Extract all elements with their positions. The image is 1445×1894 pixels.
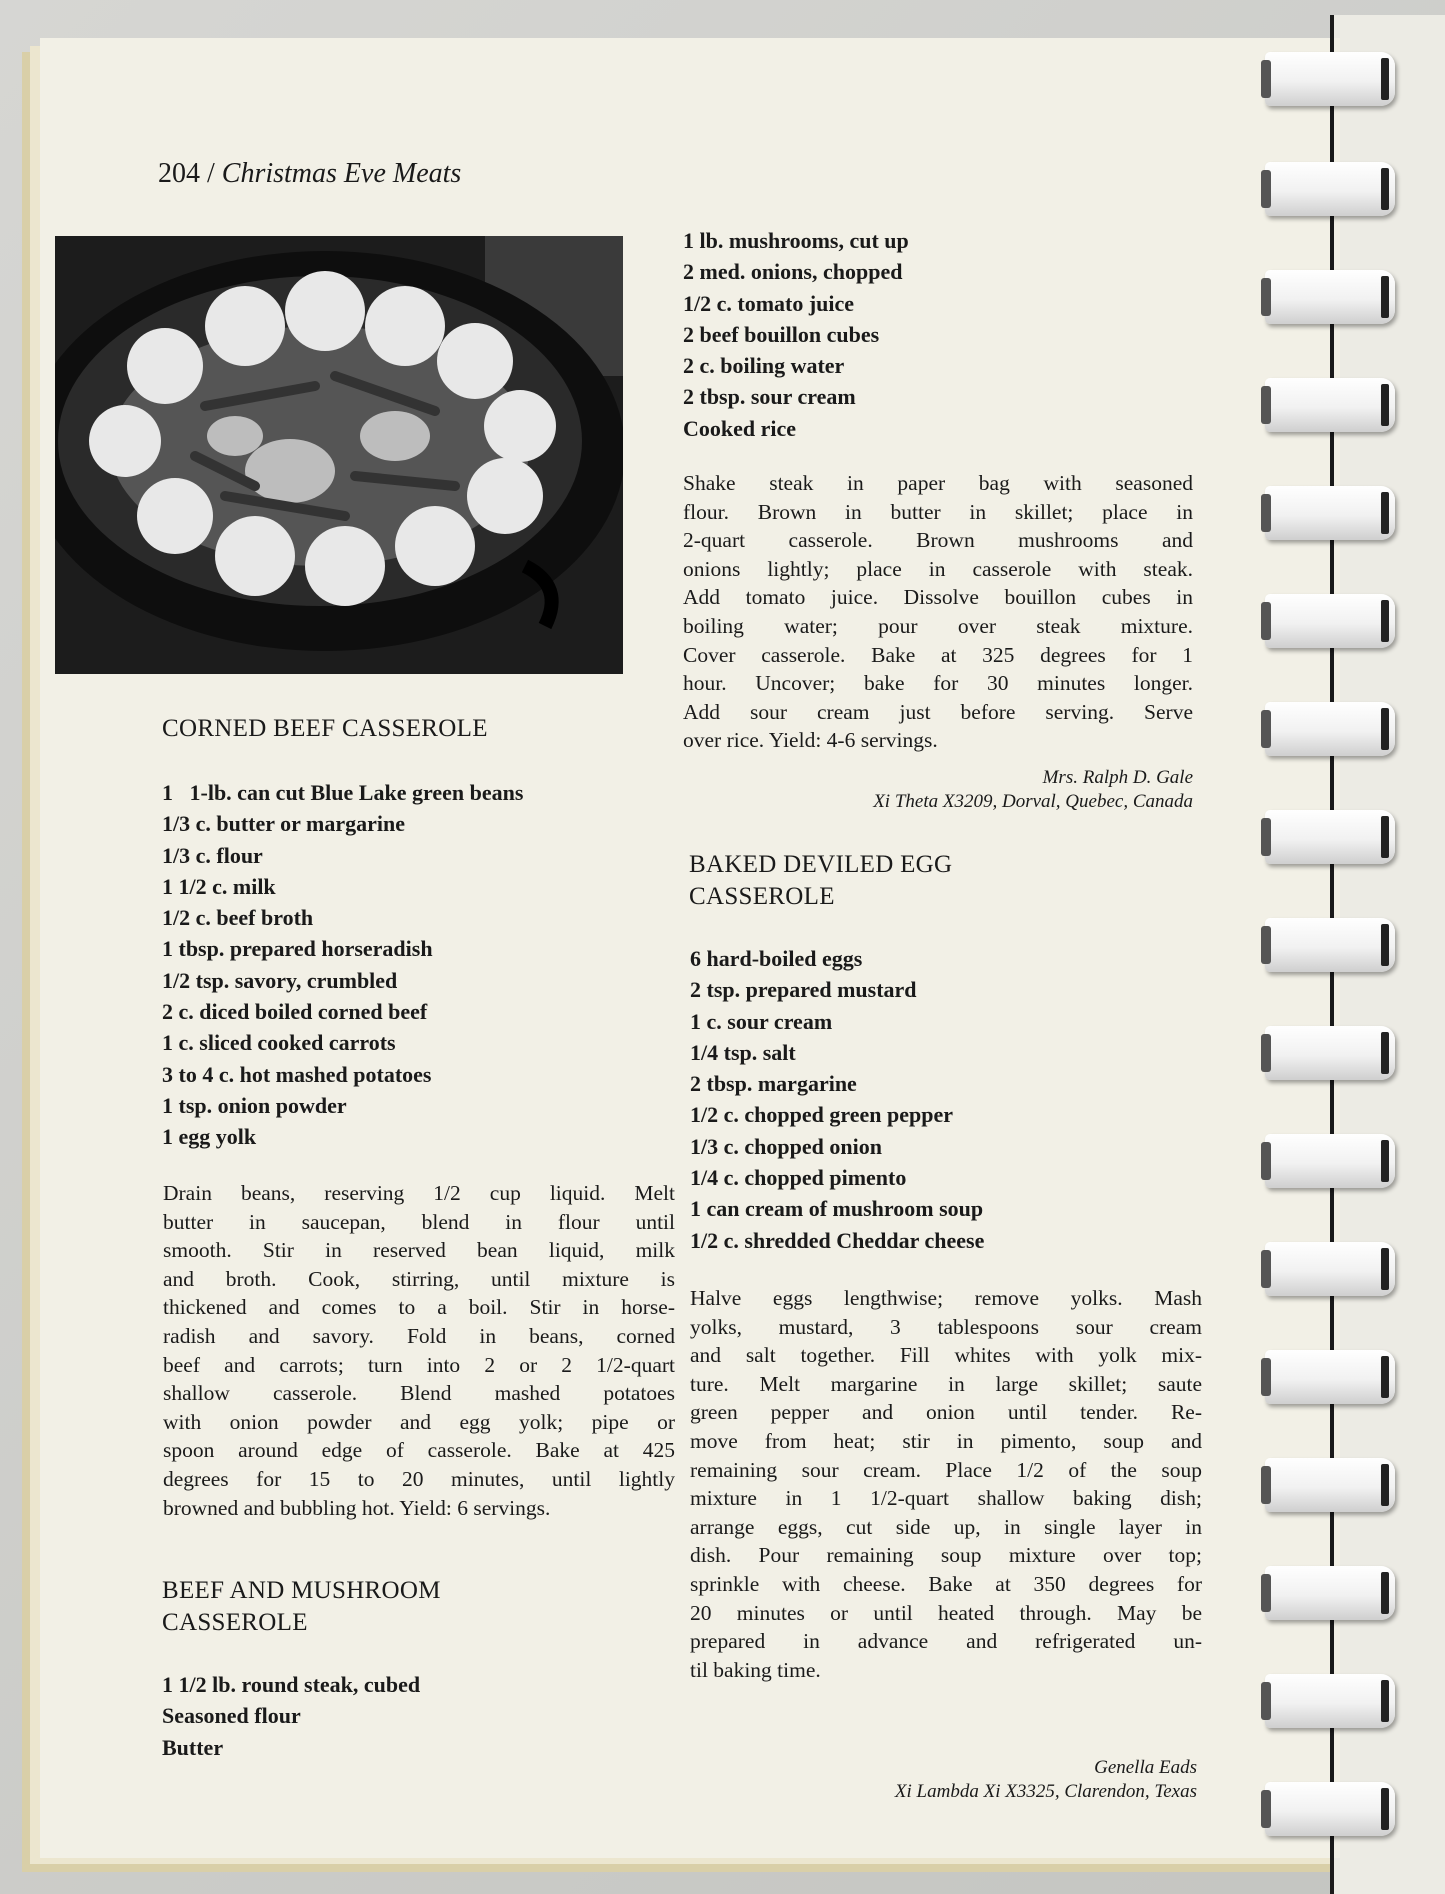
ingredient: Seasoned flour — [162, 1703, 301, 1729]
binding-ring — [1265, 810, 1395, 864]
binding-ring — [1265, 1350, 1395, 1404]
ingredients-deviled-egg — [690, 943, 984, 1256]
credit-name: Mrs. Ralph D. Gale — [1042, 767, 1193, 788]
ingredient: 1/3 c. butter or margarine — [162, 811, 405, 837]
direction-line: sprinkle with cheese. Bake at 350 degrees for — [690, 1571, 1202, 1596]
ingredient: 1/4 tsp. salt — [690, 1039, 796, 1065]
direction-line: smooth. Stir in reserved bean liquid, milk — [163, 1238, 675, 1263]
ingredient: 2 tbsp. margarine — [690, 1071, 857, 1097]
direction-line: Shake steak in paper bag with seasoned — [683, 471, 1193, 495]
ingredient: 1 1-lb. can cut Blue Lake green beans — [162, 780, 524, 805]
binding-ring — [1265, 1674, 1395, 1728]
ingredient: 2 beef bouillon cubes — [683, 321, 880, 347]
direction-line: spoon around edge of casserole. Bake at 425 — [163, 1438, 675, 1463]
direction-line: Halve eggs lengthwise; remove yolks. Mash — [690, 1286, 1202, 1310]
directions-beef-mushroom — [683, 469, 1193, 755]
ingredient: 1/2 c. beef broth — [162, 905, 314, 931]
direction-line: green pepper and onion until tender. Re- — [690, 1400, 1202, 1425]
credit-name: Genella Eads — [1094, 1757, 1197, 1778]
direction-line: 20 minutes or until heated through. May be — [690, 1600, 1202, 1625]
direction-line: butter in saucepan, blend in flour until — [163, 1209, 675, 1234]
binding-ring — [1265, 52, 1395, 106]
direction-line: remaining sour cream. Place 1/2 of the soup — [690, 1457, 1202, 1482]
ingredient: 2 med. onions, chopped — [683, 259, 903, 285]
direction-line: over rice. Yield: 4-6 servings. — [683, 728, 938, 753]
ingredient: 1 c. sour cream — [690, 1008, 833, 1034]
directions-deviled-egg — [690, 1284, 1202, 1684]
direction-line: radish and savory. Fold in beans, corned — [163, 1323, 675, 1348]
ingredients-corned-beef — [162, 777, 523, 1153]
direction-line: mixture in 1 1/2-quart shallow baking dish; — [690, 1486, 1202, 1511]
binding-ring — [1265, 378, 1395, 432]
direction-line: dish. Pour remaining soup mixture over top; — [690, 1543, 1202, 1568]
direction-line: boiling water; pour over steak mixture. — [683, 613, 1193, 638]
ingredient: 1 tbsp. prepared horseradish — [162, 936, 433, 962]
ingredient: 1/2 c. tomato juice — [683, 290, 855, 316]
direction-line: til baking time. — [690, 1657, 821, 1682]
ingredient: 2 c. boiling water — [683, 353, 845, 379]
ingredient: 2 tbsp. sour cream — [683, 384, 856, 410]
binding-ring — [1265, 1458, 1395, 1512]
ingredient: 1/4 c. chopped pimento — [690, 1165, 907, 1191]
credit-chapter: Xi Theta X3209, Dorval, Quebec, Canada — [873, 791, 1193, 812]
direction-line: and salt together. Fill whites with yolk mix- — [690, 1343, 1202, 1368]
direction-line: browned and bubbling hot. Yield: 6 servings. — [163, 1495, 551, 1520]
direction-line: Add tomato juice. Dissolve bouillon cubes in — [683, 585, 1193, 610]
recipe-title-beef-mushroom: BEEF AND MUSHROOM CASSEROLE — [162, 1577, 441, 1636]
binding-ring — [1265, 270, 1395, 324]
direction-line: thickened and comes to a boil. Stir in horse- — [163, 1295, 675, 1320]
credit-chapter: Xi Lambda Xi X3325, Clarendon, Texas — [894, 1781, 1197, 1802]
ingredient: 1 egg yolk — [162, 1124, 257, 1150]
direction-line: Cover casserole. Bake at 325 degrees for 1 — [683, 642, 1193, 667]
binding-ring — [1265, 162, 1395, 216]
direction-line: prepared in advance and refrigerated un- — [690, 1629, 1202, 1654]
binding-ring — [1265, 1026, 1395, 1080]
binding-ring — [1265, 1242, 1395, 1296]
credit-deviled-egg — [690, 1756, 1197, 1804]
ingredients-beef-mushroom-right — [683, 225, 909, 444]
ingredient: 1 tsp. onion powder — [162, 1092, 347, 1118]
ingredient: Butter — [162, 1734, 224, 1760]
ingredient: 2 c. diced boiled corned beef — [162, 999, 428, 1025]
ingredient: 1/2 tsp. savory, crumbled — [162, 967, 398, 993]
ingredient: 1 c. sliced cooked carrots — [162, 1030, 396, 1056]
book-page — [40, 38, 1340, 1858]
binding-ring — [1265, 702, 1395, 756]
ingredient: 6 hard-boiled eggs — [690, 946, 863, 971]
recipe-title-corned-beef: CORNED BEEF CASSEROLE — [162, 715, 488, 742]
direction-line: 2-quart casserole. Brown mushrooms and — [683, 528, 1193, 553]
direction-line: Add sour cream just before serving. Serve — [683, 699, 1193, 724]
direction-line: move from heat; stir in pimento, soup and — [690, 1428, 1202, 1453]
ingredient: 1/3 c. chopped onion — [690, 1133, 882, 1159]
directions-corned-beef — [163, 1179, 675, 1522]
ingredient: 1/2 c. shredded Cheddar cheese — [690, 1227, 985, 1253]
ingredients-beef-mushroom-left — [162, 1669, 420, 1763]
direction-line: yolks, mustard, 3 tablespoons sour cream — [690, 1314, 1202, 1339]
header-separator: / — [200, 158, 222, 189]
direction-line: onions lightly; place in casserole with steak. — [683, 556, 1193, 581]
running-header — [158, 158, 461, 190]
section-title: Christmas Eve Meats — [221, 158, 462, 189]
ingredient: Cooked rice — [683, 415, 797, 441]
direction-line: beef and carrots; turn into 2 or 2 1/2-quart — [163, 1352, 675, 1377]
ingredient: 1/2 c. chopped green pepper — [690, 1102, 953, 1128]
binding-ring — [1265, 1782, 1395, 1836]
direction-line: ture. Melt margarine in large skillet; saute — [690, 1371, 1202, 1396]
direction-line: and broth. Cook, stirring, until mixture is — [163, 1266, 675, 1291]
ingredient: 1 1/2 c. milk — [162, 873, 276, 899]
direction-line: Drain beans, reserving 1/2 cup liquid. Melt — [163, 1181, 675, 1205]
direction-line: shallow casserole. Blend mashed potatoes — [163, 1381, 675, 1406]
casserole-photo — [55, 236, 623, 674]
ingredient: 1 can cream of mushroom soup — [690, 1196, 984, 1222]
binding-ring — [1265, 1134, 1395, 1188]
ingredient: 1 1/2 lb. round steak, cubed — [162, 1672, 421, 1697]
credit-beef-mushroom — [683, 766, 1193, 814]
ingredient: 3 to 4 c. hot mashed potatoes — [162, 1061, 432, 1087]
direction-line: flour. Brown in butter in skillet; place in — [683, 499, 1193, 524]
direction-line: degrees for 15 to 20 minutes, until lightly — [163, 1466, 675, 1491]
ingredient: 2 tsp. prepared mustard — [690, 977, 917, 1003]
recipe-title-deviled-egg: BAKED DEVILED EGG CASSEROLE — [689, 851, 953, 910]
ingredient: 1/3 c. flour — [162, 842, 263, 868]
direction-line: with onion powder and egg yolk; pipe or — [163, 1409, 675, 1434]
binding-ring — [1265, 1566, 1395, 1620]
binding-ring — [1265, 918, 1395, 972]
direction-line: hour. Uncover; bake for 30 minutes longer. — [683, 671, 1193, 696]
page-number: 204 — [158, 158, 200, 189]
binding-ring — [1265, 486, 1395, 540]
direction-line: arrange eggs, cut side up, in single layer in — [690, 1514, 1202, 1539]
casserole-photo-art — [55, 236, 623, 674]
binding-ring — [1265, 594, 1395, 648]
ingredient: 1 lb. mushrooms, cut up — [683, 228, 909, 253]
